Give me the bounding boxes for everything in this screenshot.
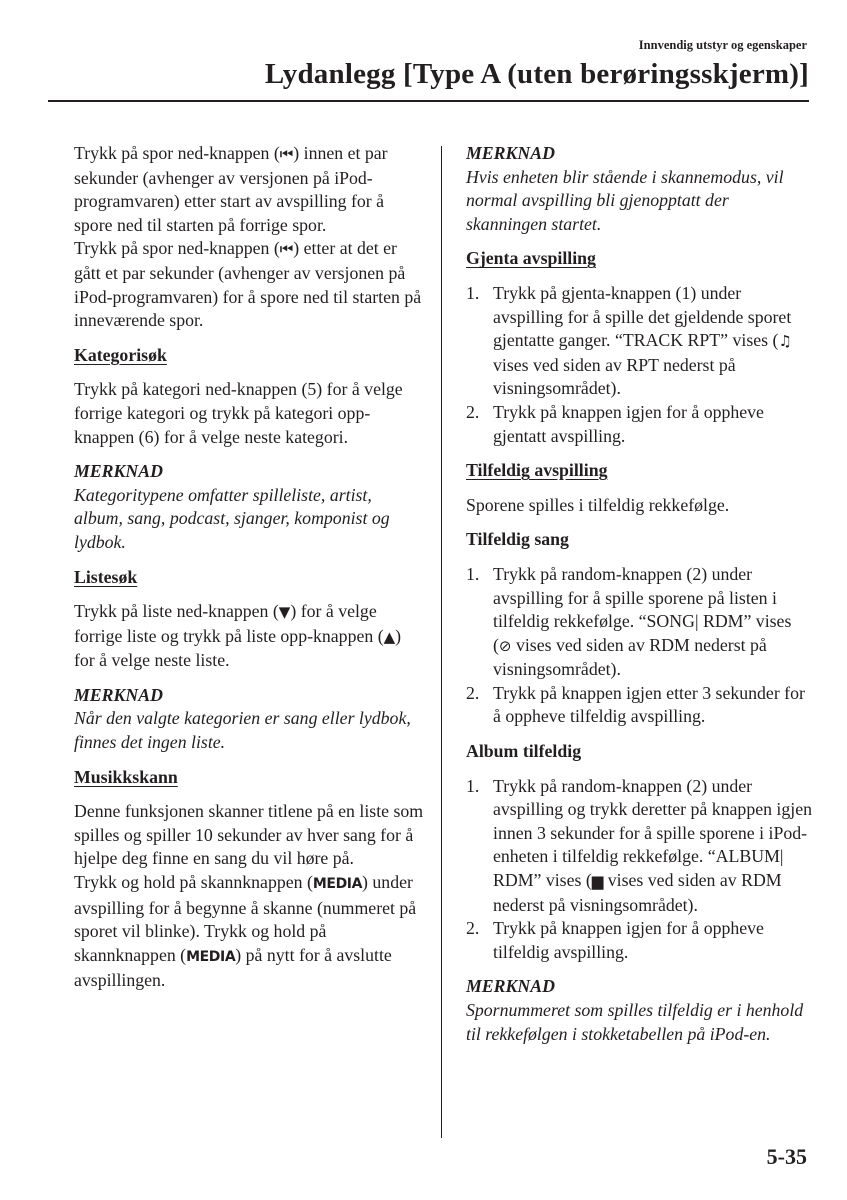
down-arrow-icon: ▼ (278, 603, 291, 622)
heading-tilfeldig-sang: Tilfeldig sang (466, 529, 569, 550)
paragraph-musikkskann-2: Trykk og hold på skannknappen (MEDIA) under avspilling for å begynne å skanne (nummeret på sporet vil blinke). Trykk og hold på skannknappen (MEDIA) på nytt for å avslutte avspillingen. (74, 872, 417, 991)
list-item: 1. Trykk på gjenta-knappen (1) under avspilling for å spille det gjeldende sporet gjentatte ganger. “TRACK RPT” vises (♫ vises ved siden av RPT nederst på visningsområdet). (466, 282, 792, 399)
page-title: Lydanlegg [Type A (uten berøringsskjerm)] (264, 58, 809, 90)
heading-listesok: Listesøk (74, 566, 138, 587)
media-button-label: MEDIA (186, 948, 236, 965)
header-rule (48, 100, 809, 102)
note-text: Hvis enheten blir stående i skannemodus, vil normal avspilling bli gjenopptatt der skanningen startet. (466, 166, 784, 234)
track-previous-icon: ⏮ (279, 240, 294, 259)
folder-icon: ▆ (591, 872, 604, 891)
note-title: MERKNAD (74, 461, 163, 482)
paragraph-track-down-1: Trykk på spor ned-knappen (⏮) innen et par sekunder (avhenger av versjonen på iPod-programvaren) etter start av avspilling for å spore ned til starten på forrige spor. (74, 143, 388, 235)
media-button-label: MEDIA (312, 876, 363, 893)
page-number: 5-35 (766, 1144, 807, 1169)
up-arrow-icon: ▲ (383, 627, 396, 646)
note-title: MERKNAD (466, 143, 555, 163)
right-column (466, 142, 812, 1046)
heading-gjenta-avspilling: Gjenta avspilling (466, 248, 596, 269)
note-title: MERKNAD (74, 684, 163, 705)
header-section: Innvendig utstyr og egenskaper (638, 38, 807, 52)
list-album-tilfeldig (466, 775, 812, 965)
random-song-icon: ⊘ (498, 636, 512, 655)
heading-tilfeldig-avspilling: Tilfeldig avspilling (466, 460, 608, 481)
note-text: Når den valgte kategorien er sang eller lydbok, finnes det ingen liste. (74, 708, 411, 753)
list-item: 2. Trykk på knappen igjen for å oppheve gjentatt avspilling. (466, 401, 764, 446)
heading-album-tilfeldig: Album tilfeldig (466, 741, 582, 762)
note-title: MERKNAD (466, 976, 555, 997)
paragraph-kategorisok: Trykk på kategori ned-knappen (5) for å velge forrige kategori og trykk på kategori opp-knappen (6) for å velge neste kategori. (74, 379, 403, 447)
heading-musikkskann: Musikkskann (74, 766, 178, 787)
column-divider (441, 146, 442, 1138)
list-item: 1. Trykk på random-knappen (2) under avspilling og trykk deretter på knappen igjen innen 3 sekunder for å spille sporene i iPod-enheten i tilfeldig rekkefølge. “ALBUM| RDM” vises (▆ vises ved siden av RDM nederst på visningsområdet). (466, 775, 812, 915)
note-text: Kategoritypene omfatter spilleliste, artist, album, sang, podcast, sjanger, komponist og lydbok. (74, 484, 390, 552)
list-item: 1. Trykk på random-knappen (2) under avspilling for å spille sporene på listen i tilfeldig rekkefølge. “SONG| RDM” vises (⊘ vises ved siden av RDM nederst på visningsområdet). (466, 563, 792, 680)
list-item: 2. Trykk på knappen igjen etter 3 sekunder for å oppheve tilfeldig avspilling. (466, 682, 805, 727)
list-item: 2. Trykk på knappen igjen for å oppheve tilfeldig avspilling. (466, 918, 764, 962)
list-gjenta (466, 282, 812, 448)
paragraph-musikkskann-1: Denne funksjonen skanner titlene på en liste som spilles og spiller 10 sekunder av hver sang for å hjelpe deg finne en sang du vil høre på. (74, 801, 424, 869)
heading-kategorisok: Kategorisøk (74, 344, 167, 365)
paragraph-track-down-2: Trykk på spor ned-knappen (⏮) etter at det er gått et par sekunder (avhenger av versjonen på iPod-programvaren) for å spore ned til starten på inneværende spor. (74, 238, 422, 331)
paragraph-tilfeldig: Sporene spilles i tilfeldig rekkefølge. (466, 494, 730, 515)
track-previous-icon: ⏮ (279, 145, 294, 163)
left-column (74, 142, 424, 993)
paragraph-listesok: Trykk på liste ned-knappen (▼) for å velge forrige liste og trykk på liste opp-knappen (▲) for å velge neste liste. (74, 601, 402, 671)
repeat-music-icon: ♫ (778, 332, 792, 351)
list-tilfeldig-sang (466, 563, 812, 729)
note-text: Spornummeret som spilles tilfeldig er i henhold til rekkefølgen i stokketabellen på iPod-en. (466, 1000, 804, 1044)
